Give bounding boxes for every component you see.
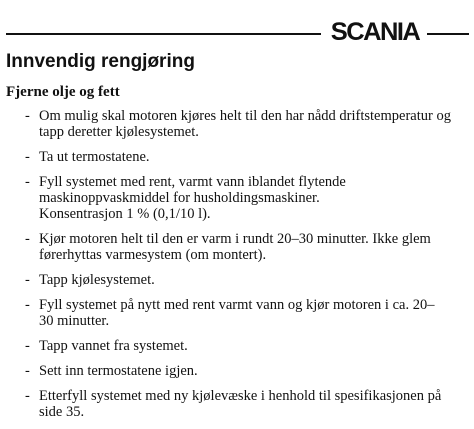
step-bullet: - xyxy=(25,297,30,313)
step-text: Om mulig skal motoren kjøres helt til den har nådd driftstemperatur og tapp deretter kjølesystemet. xyxy=(39,108,451,140)
step-bullet: - xyxy=(25,149,30,165)
scania-logo: SCANIA xyxy=(330,18,420,46)
procedure-step xyxy=(0,231,474,263)
page-header xyxy=(0,10,474,44)
procedure-step xyxy=(0,363,474,379)
procedure-step xyxy=(0,108,474,140)
step-text: Fyll systemet med rent, varmt vann iblandet flytende maskinoppvaskmiddel for husholdingsmaskiner. Konsentrasjon 1 % (0,1/10 l). xyxy=(39,174,346,222)
step-text: Tapp vannet fra systemet. xyxy=(39,338,188,354)
step-text: Fyll systemet på nytt med rent varmt vann og kjør motoren i ca. 20– 30 minutter. xyxy=(39,297,435,329)
header-rule-right xyxy=(427,33,469,35)
step-bullet: - xyxy=(25,272,30,288)
procedure-step xyxy=(0,338,474,354)
header-rule-left xyxy=(6,33,321,35)
step-bullet: - xyxy=(25,231,30,247)
step-bullet: - xyxy=(25,338,30,354)
step-bullet: - xyxy=(25,108,30,124)
step-bullet: - xyxy=(25,363,30,379)
step-text: Sett inn termostatene igjen. xyxy=(39,363,198,379)
procedure-step xyxy=(0,149,474,165)
step-text: Etterfyll systemet med ny kjølevæske i henhold til spesifikasjonen på side 35. xyxy=(39,388,442,420)
step-text: Kjør motoren helt til den er varm i rundt 20–30 minutter. Ikke glem førerhyttas varmesystem (om montert). xyxy=(39,231,431,263)
step-text: Ta ut termostatene. xyxy=(39,149,150,165)
step-bullet: - xyxy=(25,388,30,404)
step-text: Tapp kjølesystemet. xyxy=(39,272,155,288)
section-heading: Fjerne olje og fett xyxy=(6,84,120,100)
procedure-step xyxy=(0,174,474,222)
page-title: Innvendig rengjøring xyxy=(6,51,195,72)
procedure-steps-list xyxy=(0,108,474,429)
procedure-step xyxy=(0,388,474,420)
procedure-step xyxy=(0,297,474,329)
step-bullet: - xyxy=(25,174,30,190)
procedure-step xyxy=(0,272,474,288)
